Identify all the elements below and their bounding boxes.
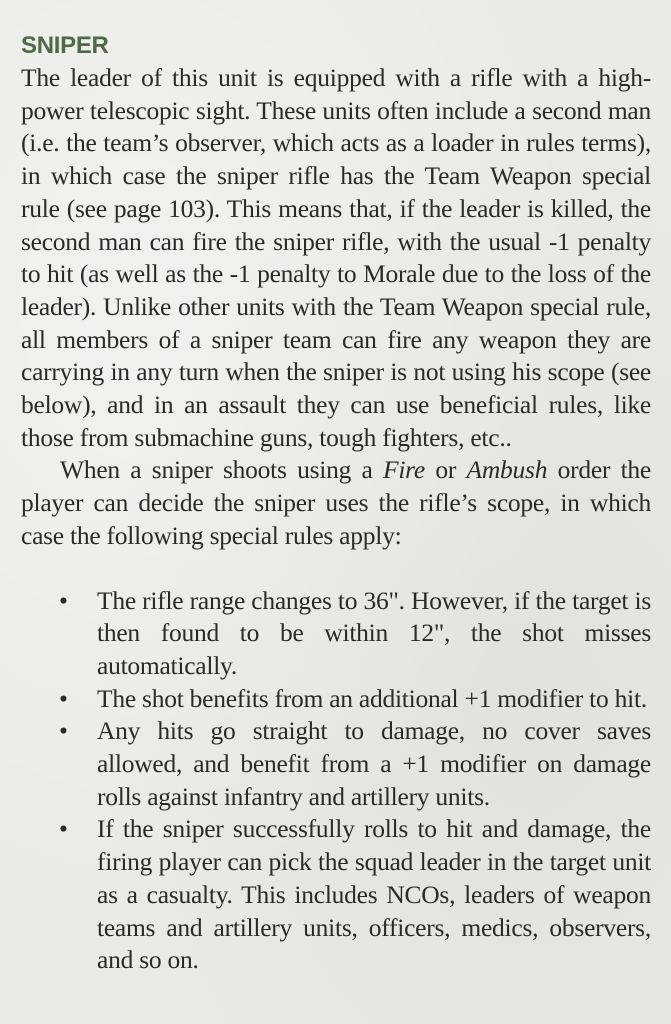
section-heading: SNIPER xyxy=(21,32,109,59)
bullet-icon: • xyxy=(59,716,68,746)
rules-page xyxy=(21,30,651,977)
intro-paragraph: The leader of this unit is equipped with a rifle with a high-power telescopic sight. These units often include a second man (i.e. the team’s observer, which acts as a loader in rules terms), in which case the sniper rifle has the Team Weapon special rule (see page 103). This means that, if the leader is killed, the second man can fire the sniper rifle, with the usual -1 penalty to hit (as well as the -1 penalty to Morale due to the loss of the leader). Unlike other units with the Team Weapon special rule, all members of a sniper team can fire any weapon they are carrying in any turn when the sniper is not using his scope (see below), and in an assault they can use beneficial rules, like those from submachine guns, tough fighters, etc.. xyxy=(21,63,651,452)
list-item-text: If the sniper successfully rolls to hit and damage, the firing player can pick the squad leader in the target unit as a casualty. This includes NCOs, leaders of weapon teams and artillery units, officers, medics, observers, and so on. xyxy=(97,814,651,975)
bullet-icon: • xyxy=(59,814,68,844)
list-item xyxy=(21,715,651,813)
bullet-icon: • xyxy=(59,585,68,615)
bullet-icon: • xyxy=(59,683,68,713)
fire-order-term: Fire xyxy=(383,455,425,485)
list-item-text: The shot benefits from an additional +1 modifier to hit. xyxy=(97,683,647,713)
scope-text-start: When a sniper shoots using a xyxy=(60,455,383,485)
list-item-text: The rifle range changes to 36". However, if the target is then found to be within 12", the shot misses automatically. xyxy=(97,585,651,680)
list-item xyxy=(21,683,651,716)
list-item-text: Any hits go straight to damage, no cover saves allowed, and benefit from a +1 modifier on damage rolls against infantry and artillery units. xyxy=(97,716,651,811)
list-item xyxy=(21,585,651,683)
scope-text-end: order the player can decide the sniper uses the rifle’s scope, in which case the following special rules apply: xyxy=(21,455,651,550)
list-item xyxy=(21,813,651,977)
scope-rules-list xyxy=(21,585,651,977)
scope-text-mid: or xyxy=(424,455,467,485)
scope-paragraph xyxy=(21,454,651,552)
ambush-order-term: Ambush xyxy=(466,455,548,485)
